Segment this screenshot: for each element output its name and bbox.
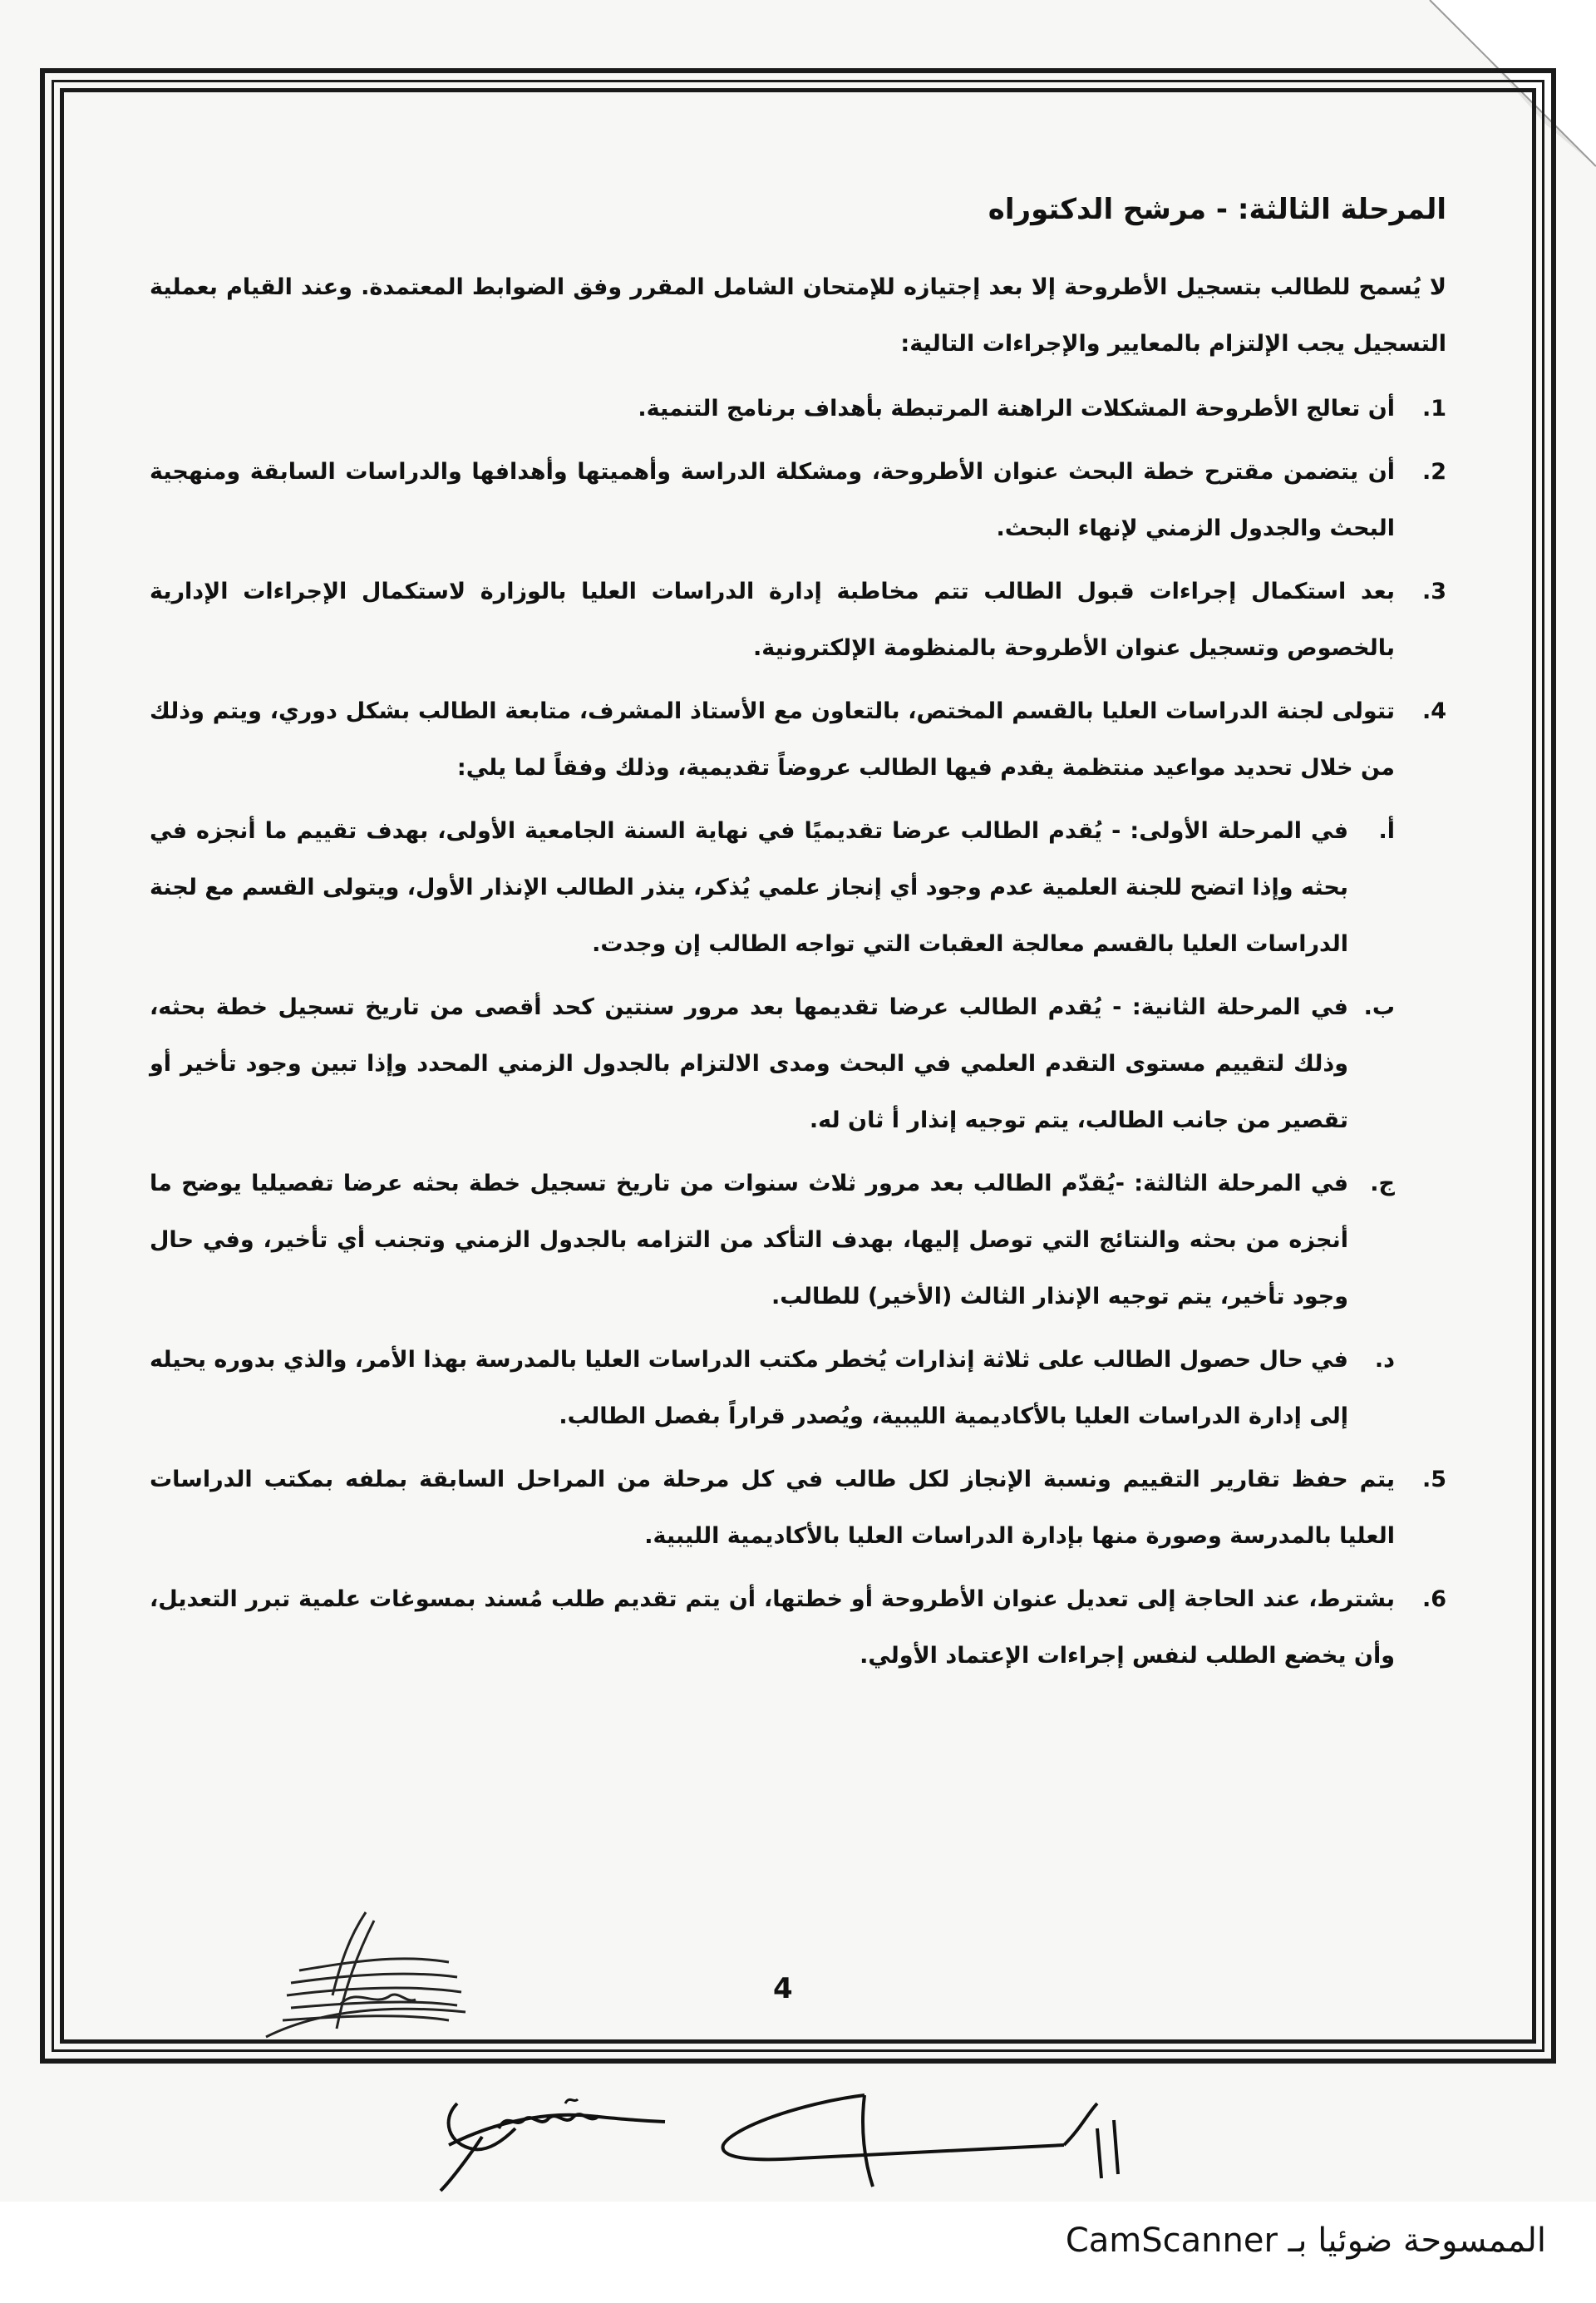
signature-icon	[249, 1904, 482, 2045]
sub-item-text: في حال حصول الطالب على ثلاثة إنذارات يُخطر مكتب الدراسات العليا بالمدرسة بهذا الأمر، والذي بدوره يحيله إلى إدارة الدراسات العليا بالأكاديمية الليبية، ويُصدر قراراً بفصل الطالب.	[150, 1347, 1348, 1429]
list-item	[150, 444, 1446, 557]
signature-icon	[424, 2070, 682, 2195]
sub-item-letter: ب.	[1363, 994, 1395, 1020]
signature-icon	[698, 2079, 1147, 2195]
scanner-watermark: الممسوحة ضوئيا بـ CamScanner	[1065, 2222, 1546, 2260]
item-text: يتم حفظ تقارير التقييم ونسبة الإنجاز لكل طالب في كل مرحلة من المراحل السابقة بملفه بمكتب الدراسات العليا بالمدرسة وصورة منها بإدارة الدراسات العليا بالأكاديمية الليبية.	[150, 1467, 1395, 1549]
section-heading: المرحلة الثالثة: - مرشح الدكتوراه	[988, 193, 1446, 226]
sub-item-letter: ج.	[1370, 1171, 1395, 1196]
intro-paragraph: لا يُسمح للطالب بتسجيل الأطروحة إلا بعد إجتيازه للإمتحان الشامل المقرر وفق الضوابط المعتمدة. وعند القيام بعملية التسجيل يجب الإلتزام بالمعايير والإجراءات التالية:	[150, 274, 1446, 357]
item-text: أن يتضمن مقترح خطة البحث عنوان الأطروحة، ومشكلة الدراسة وأهميتها وأهدافها والدراسات السابقة ومنهجية البحث والجدول الزمني لإنهاء البحث.	[150, 459, 1395, 541]
sub-item-text: في المرحلة الثالثة: -يُقدّم الطالب بعد مرور ثلاث سنوات من تاريخ تسجيل خطة بحثه عرضا تفصيليا يوضح ما أنجزه من بحثه والنتائج التي توصل إليها، بهدف التأكد من التزامه بالجدول الزمني وتجنب أي تأخير، وفي حال وجود تأخير، يتم توجيه الإنذار الثالث (الأخير) للطالب.	[150, 1171, 1348, 1309]
item-number: 6.	[1421, 1586, 1446, 1612]
sub-list-item	[150, 803, 1446, 973]
sub-list-item	[150, 979, 1446, 1149]
item-number: 1.	[1421, 396, 1446, 422]
list-item	[150, 683, 1446, 796]
page-number: 4	[773, 1972, 793, 2005]
item-text: بعد استكمال إجراءات قبول الطالب تتم مخاطبة إدارة الدراسات العليا بالوزارة لاستكمال الإجراءات الإدارية بالخصوص وتسجيل عنوان الأطروحة بالمنظومة الإلكترونية.	[150, 579, 1395, 661]
list-item	[150, 381, 1446, 437]
item-number: 5.	[1421, 1467, 1446, 1492]
sub-list-item	[150, 1156, 1446, 1325]
document-body	[150, 166, 1446, 1691]
item-text: بشترط، عند الحاجة إلى تعديل عنوان الأطروحة أو خطتها، أن يتم تقديم طلب مُسند بمسوغات علمية تبرر التعديل، وأن يخضع الطلب لنفس إجراءات الإعتماد الأولي.	[150, 1586, 1395, 1669]
item-number: 2.	[1421, 459, 1446, 485]
sub-list-item	[150, 1332, 1446, 1445]
item-number: 3.	[1421, 579, 1446, 604]
list-item	[150, 1452, 1446, 1565]
sub-item-letter: أ.	[1378, 818, 1395, 844]
sub-item-letter: د.	[1374, 1347, 1395, 1373]
sub-item-text: في المرحلة الثانية: - يُقدم الطالب عرضا تقديمها بعد مرور سنتين كحد أقصى من تاريخ تسجيل خطة بحثه، وذلك لتقييم مستوى التقدم العلمي في البحث ومدى الالتزام بالجدول الزمني المحدد وإذا تبين وجود تأخير أو تقصير من جانب الطالب، يتم توجيه إنذار أ ثان له.	[150, 994, 1348, 1133]
sub-item-text: في المرحلة الأولى: - يُقدم الطالب عرضا تقديميًا في نهاية السنة الجامعية الأولى، بهدف تقييم ما أنجزه في بحثه وإذا اتضح للجنة العلمية عدم وجود أي إنجاز علمي يُذكر، ينذر الطالب الإنذار الأول، ويتولى القسم مع لجنة الدراسات العليا بالقسم معالجة العقبات التي تواجه الطالب إن وجدت.	[150, 818, 1348, 957]
item-text: أن تعالج الأطروحة المشكلات الراهنة المرتبطة بأهداف برنامج التنمية.	[638, 396, 1395, 422]
item-number: 4.	[1421, 698, 1446, 724]
item-text: تتولى لجنة الدراسات العليا بالقسم المختص، بالتعاون مع الأستاذ المشرف، متابعة الطالب بشكل دوري، ويتم وذلك من خلال تحديد مواعيد منتظمة يقدم فيها الطالب عروضاً تقديمية، وذلك وفقاً لما يلي:	[150, 698, 1395, 781]
list-item	[150, 564, 1446, 677]
list-item	[150, 1571, 1446, 1684]
